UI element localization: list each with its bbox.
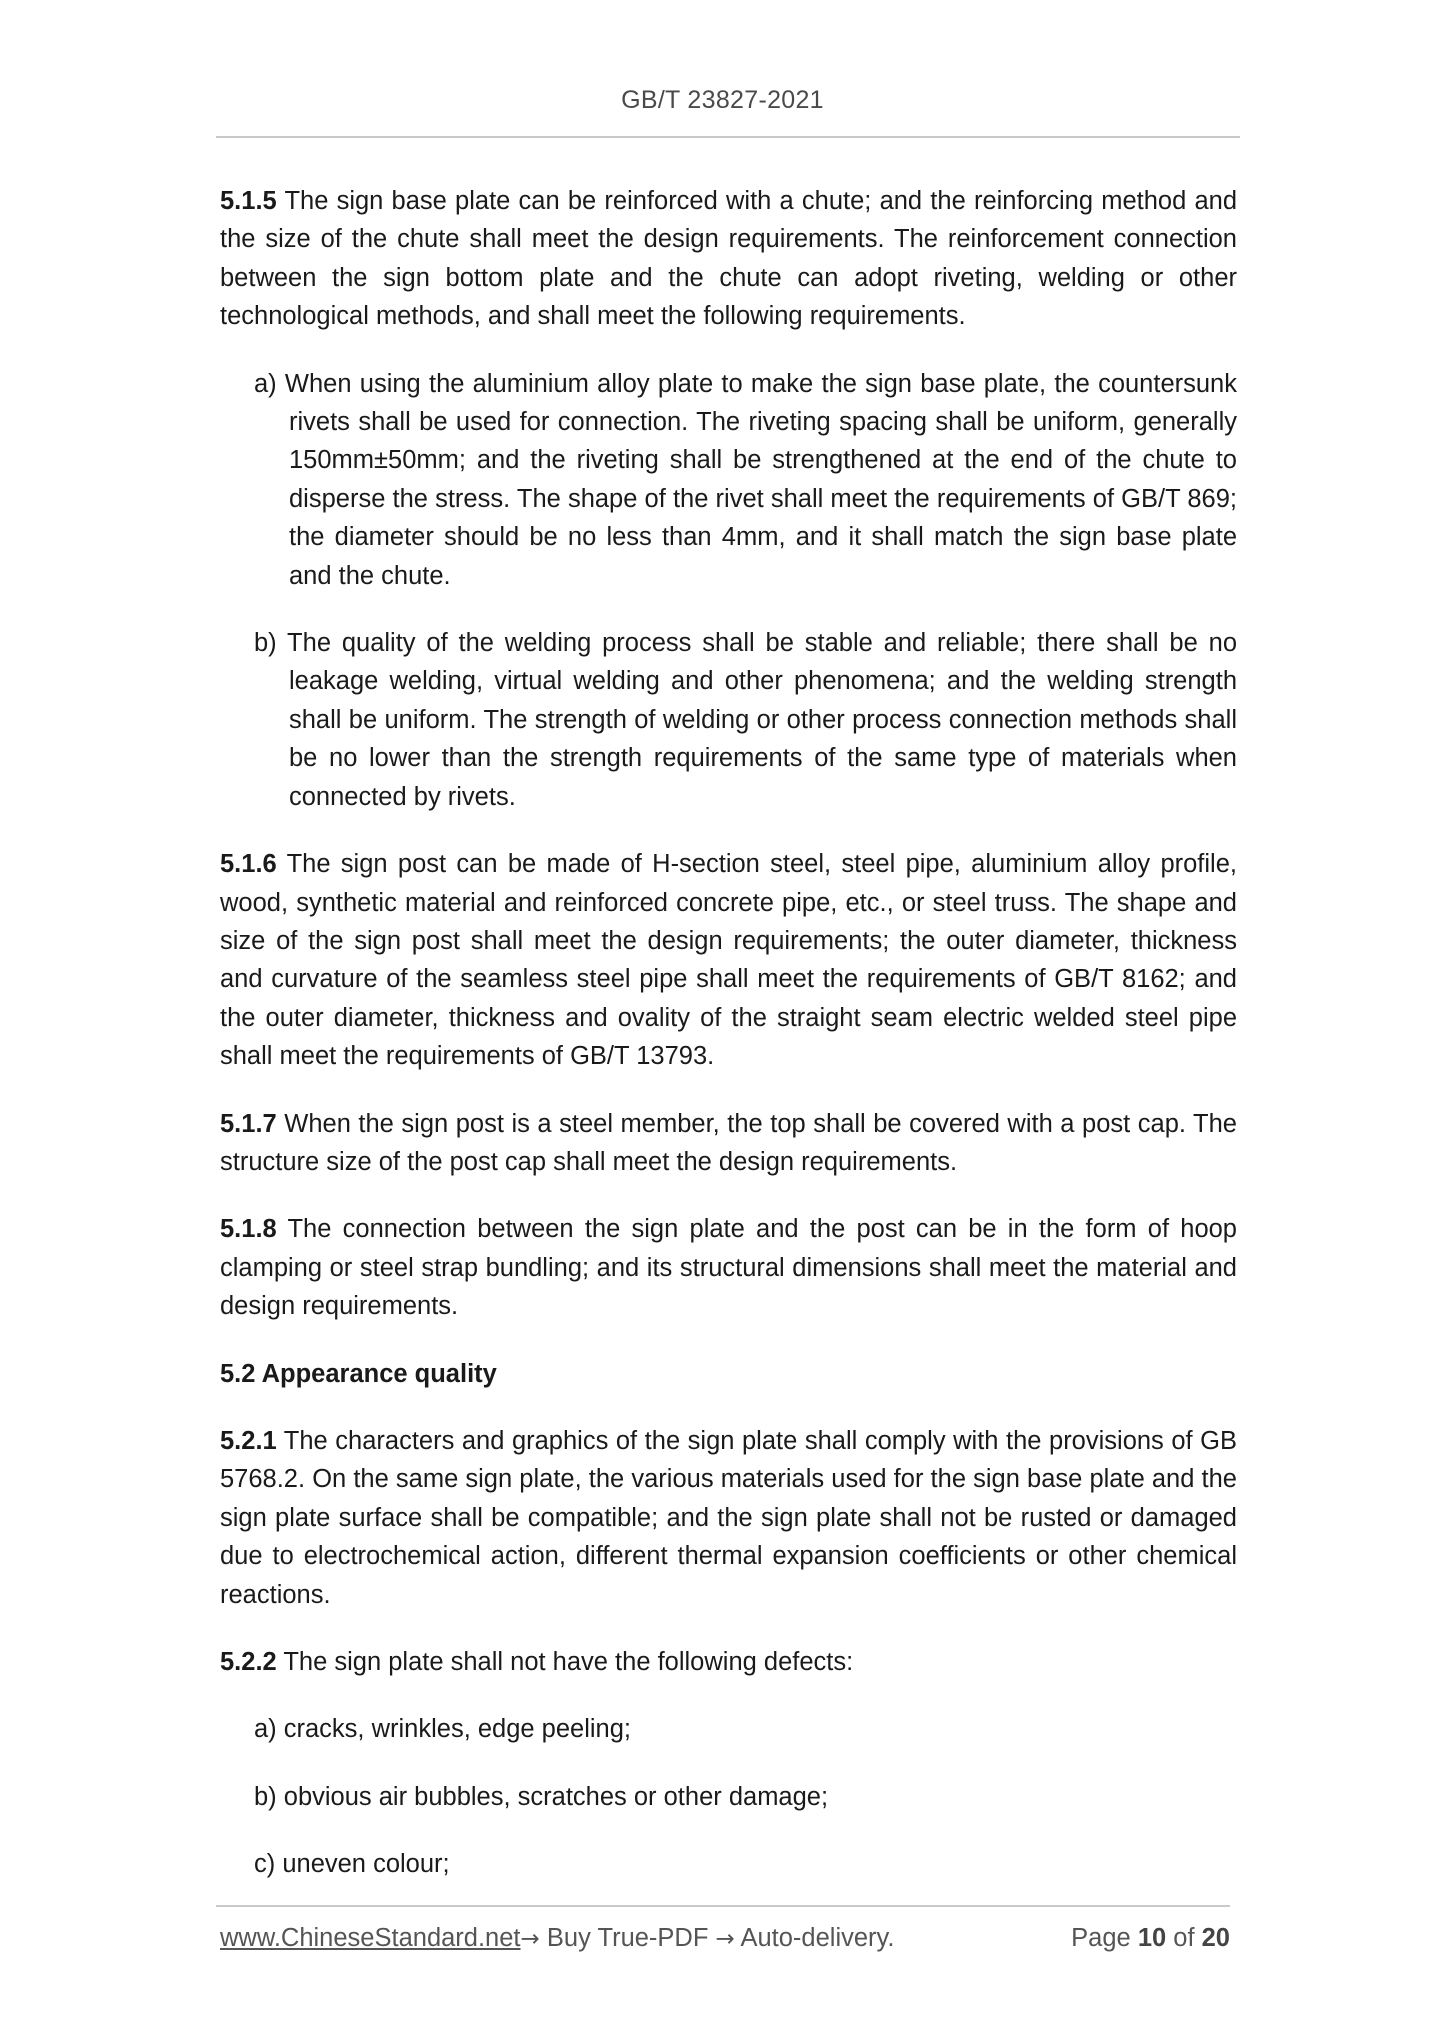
website-link[interactable]: www.ChineseStandard.net [220, 1924, 521, 1952]
clause-text: The connection between the sign plate and the post can be in the form of hoop clamping or steel strap bundling; and its structural dimensions shall meet the material and design requirements. [220, 1215, 1237, 1321]
document-body [220, 182, 1237, 1913]
clause-5-1-5 [220, 182, 1237, 336]
clause-number: 5.1.8 [220, 1215, 277, 1244]
clause-number: 5.1.5 [220, 187, 277, 215]
page-indicator [1071, 1924, 1230, 1953]
clause-5-2-1 [220, 1422, 1237, 1614]
clause-5-2-2-item-c: c) uneven colour; [254, 1850, 450, 1879]
page-label: Page [1071, 1924, 1138, 1952]
footer-divider [216, 1905, 1230, 1907]
clause-number: 5.2.1 [220, 1426, 277, 1455]
clause-5-1-6 [220, 845, 1237, 1075]
clause-number: 5.2.2 [220, 1648, 277, 1676]
clause-5-1-8 [220, 1210, 1237, 1325]
arrow-right-icon: → [520, 1926, 540, 1952]
clause-text: The sign post can be made of H-section steel, steel pipe, aluminium alloy profile, wood, synthetic material and reinforced concrete pipe, etc., or steel truss. The shape and size of the sign post shall meet the design requirements; the outer diameter, thickness and curvature of the seamless steel pipe shall meet the requirements of GB/T 8162; and the outer diameter, thickness and ovality of the straight seam electric welded steel pipe shall meet the requirements of GB/T 13793. [220, 850, 1237, 1071]
clause-text: The sign plate shall not have the following defects: [276, 1648, 854, 1676]
clause-5-1-5-item-a: a) When using the aluminium alloy plate to make the sign base plate, the countersunk rivets shall be used for connection. The riveting spacing shall be uniform, generally 150mm±50mm; and the riveting shall be strengthened at the end of the chute to disperse the stress. The shape of the rivet shall meet the requirements of GB/T 869; the diameter should be no less than 4mm, and it shall match the sign base plate and the chute. [254, 369, 1237, 590]
page-number: 10 [1137, 1924, 1167, 1952]
clause-number: 5.1.6 [220, 850, 277, 879]
clause-5-2-2 [220, 1643, 1237, 1681]
clause-5-2-2-item-a: a) cracks, wrinkles, edge peeling; [254, 1715, 632, 1744]
clause-5-2-2-item-b: b) obvious air bubbles, scratches or other damage; [254, 1782, 829, 1811]
document-id-header: GB/T 23827-2021 [621, 86, 824, 114]
page-footer [220, 1924, 1230, 1953]
delivery-text: Auto-delivery. [734, 1924, 895, 1952]
arrow-right-icon: → [715, 1926, 735, 1952]
clause-text: The sign base plate can be reinforced with a chute; and the reinforcing method and the size of the chute shall meet the design requirements. The reinforcement connection between the sign bottom plate and the chute can adopt riveting, welding or other technological methods, and shall meet the following requirements. [220, 187, 1237, 331]
buy-text: Buy True-PDF [539, 1924, 716, 1952]
section-heading-5-2: 5.2 Appearance quality [220, 1359, 497, 1388]
clause-number: 5.1.7 [220, 1109, 277, 1138]
clause-text: When the sign post is a steel member, the top shall be covered with a post cap. The structure size of the post cap shall meet the design requirements. [220, 1109, 1237, 1176]
page-total: 20 [1201, 1924, 1230, 1952]
clause-5-1-5-item-b: b) The quality of the welding process shall be stable and reliable; there shall be no leakage welding, virtual welding and other phenomena; and the welding strength shall be uniform. The strength of welding or other process connection methods shall be no lower than the strength requirements of the same type of materials when connected by rivets. [254, 629, 1237, 811]
header-divider [216, 136, 1240, 138]
clause-5-1-7 [220, 1105, 1237, 1182]
clause-text: The characters and graphics of the sign plate shall comply with the provisions of GB 5768.2. On the same sign plate, the various materials used for the sign base plate and the sign plate surface shall be compatible; and the sign plate shall not be rusted or damaged due to electrochemical action, different thermal expansion coefficients or other chemical reactions. [220, 1426, 1237, 1609]
of-label: of [1166, 1924, 1202, 1952]
